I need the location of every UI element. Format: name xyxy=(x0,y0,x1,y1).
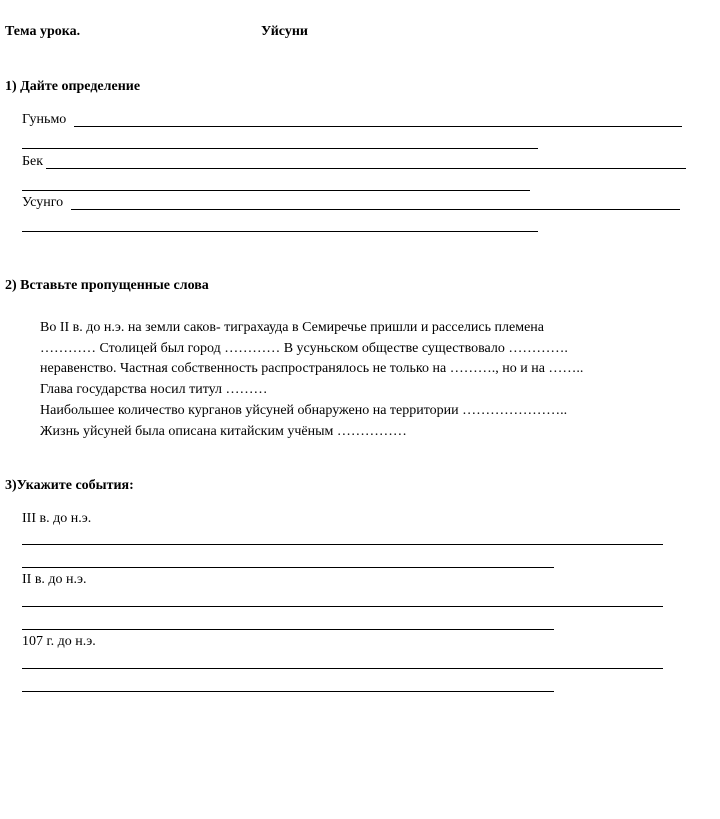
fill-line-2: ………… Столицей был город ………… В усуньском обществе существовало …………. xyxy=(40,341,568,356)
event-line-3b xyxy=(22,691,554,692)
term-bek: Бек xyxy=(22,154,44,169)
answer-line-bek-1 xyxy=(46,168,686,169)
section-1-title: 1) Дайте определение xyxy=(5,79,141,94)
event-2nd-century-bc: II в. до н.э. xyxy=(22,572,87,587)
fill-line-4: Глава государства носил титул ……… xyxy=(40,382,268,397)
event-line-3a xyxy=(22,668,663,669)
section-2-title: 2) Вставьте пропущенные слова xyxy=(5,278,209,293)
answer-line-usungo-1 xyxy=(71,209,680,210)
answer-line-gunmo-2 xyxy=(22,148,538,149)
event-107-bc: 107 г. до н.э. xyxy=(22,634,96,649)
term-gunmo: Гуньмо xyxy=(22,112,67,127)
fill-line-3: неравенство. Частная собственность распространялось не только на ………., но и на …….. xyxy=(40,361,584,376)
section-3-title: 3)Укажите события: xyxy=(5,478,134,493)
event-line-2b xyxy=(22,629,554,630)
fill-line-1: Во II в. до н.э. на земли саков- тиграхауда в Семиречье пришли и расселись племена xyxy=(40,320,544,335)
answer-line-gunmo-1 xyxy=(74,126,682,127)
event-line-1a xyxy=(22,544,663,545)
event-line-1b xyxy=(22,567,554,568)
term-usungo: Усунго xyxy=(22,195,64,210)
lesson-topic-label: Тема урока. xyxy=(5,24,81,39)
lesson-topic-value: Уйсуни xyxy=(261,24,308,39)
event-3rd-century-bc: III в. до н.э. xyxy=(22,511,92,526)
event-line-2a xyxy=(22,606,663,607)
answer-line-bek-2 xyxy=(22,190,530,191)
fill-line-6: Жизнь уйсуней была описана китайским учёным …………… xyxy=(40,424,407,439)
fill-line-5: Наибольшее количество курганов уйсуней обнаружено на территории ………………….. xyxy=(40,403,568,418)
answer-line-usungo-2 xyxy=(22,231,538,232)
